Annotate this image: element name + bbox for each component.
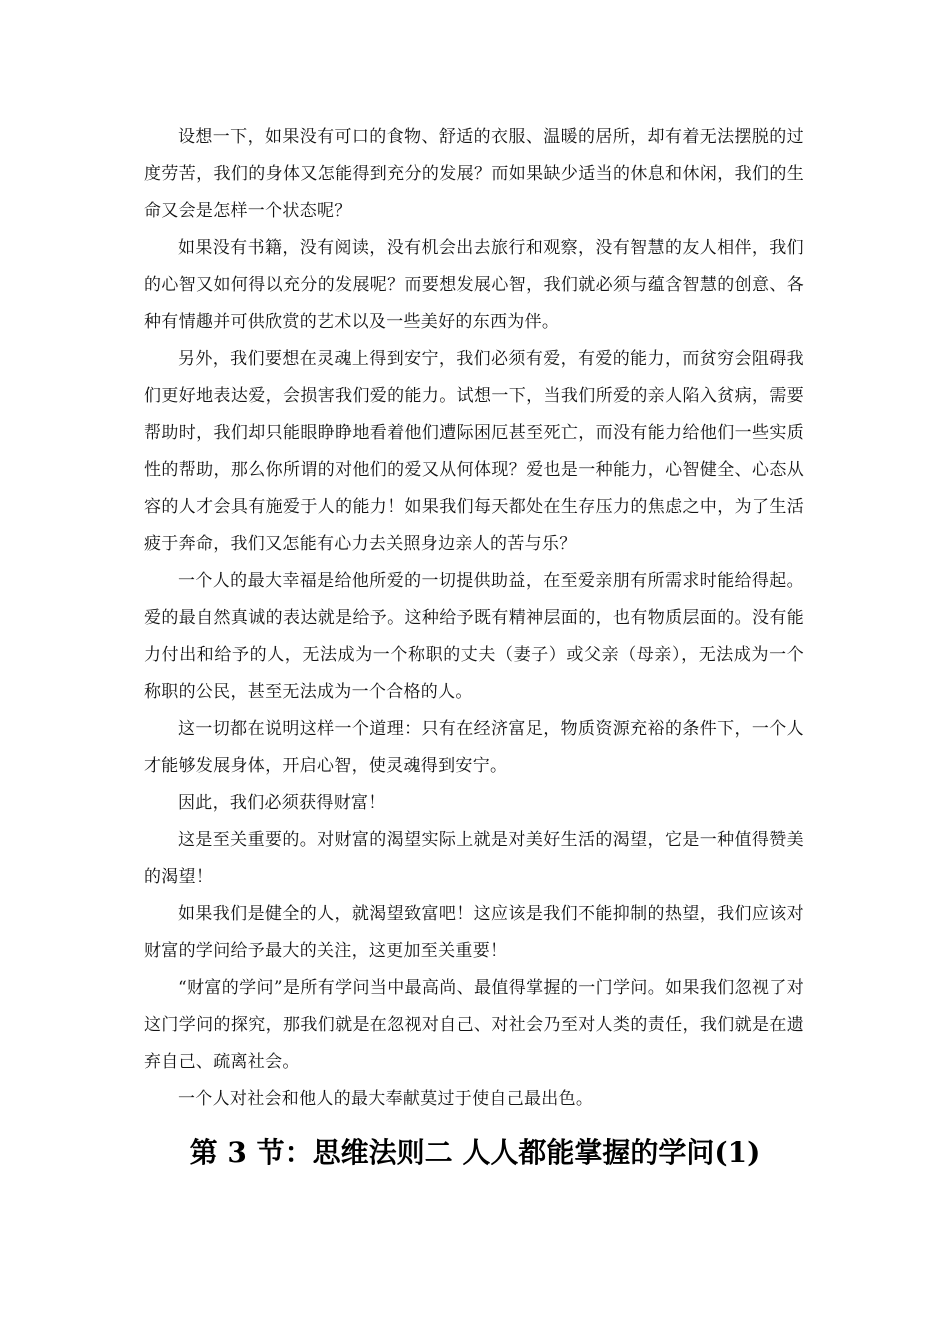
paragraph: 一个人的最大幸福是给他所爱的一切提供助益，在至爱亲朋有所需求时能给得起。爱的最自然真诚的表达就是给予。这种给予既有精神层面的，也有物质层面的。没有能力付出和给予的人，无法成为一个称职的丈夫（妻子）或父亲（母亲），无法成为一个称职的公民，甚至无法成为一个合格的人。 (144, 571, 804, 702)
paragraph: 如果没有书籍，没有阅读，没有机会出去旅行和观察，没有智慧的友人相伴，我们的心智又如何得以充分的发展呢？而要想发展心智，我们就必须与蕴含智慧的创意、各种有情趣并可供欣赏的艺术以及一些美好的东西为伴。 (144, 238, 804, 332)
paragraph: 这一切都在说明这样一个道理：只有在经济富足，物质资源充裕的条件下，一个人才能够发展身体，开启心智，使灵魂得到安宁。 (144, 719, 804, 776)
section-title: 第 3 节：思维法则二 人人都能掌握的学问(1) (189, 1136, 761, 1169)
body-text (144, 119, 804, 1118)
paragraph: 因此，我们必须获得财富！ (178, 793, 386, 813)
paragraph: 设想一下，如果没有可口的食物、舒适的衣服、温暖的居所，却有着无法摆脱的过度劳苦，我们的身体又怎能得到充分的发展？而如果缺少适当的休息和休闲，我们的生命又会是怎样一个状态呢？ (144, 127, 804, 221)
paragraph: 另外，我们要想在灵魂上得到安宁，我们必须有爱，有爱的能力，而贫穷会阻碍我们更好地表达爱，会损害我们爱的能力。试想一下，当我们所爱的亲人陷入贫病，需要帮助时，我们却只能眼睁睁地看着他们遭际困厄甚至死亡，而没有能力给他们一些实质性的帮助，那么你所谓的对他们的爱又从何体现？爱也是一种能力，心智健全、心态从容的人才会具有施爱于人的能力！如果我们每天都处在生存压力的焦虑之中，为了生活疲于奔命，我们又怎能有心力去关照身边亲人的苦与乐？ (144, 349, 804, 554)
paragraph: 如果我们是健全的人，就渴望致富吧！这应该是我们不能抑制的热望，我们应该对财富的学问给予最大的关注，这更加至关重要！ (144, 904, 804, 961)
paragraph: 一个人对社会和他人的最大奉献莫过于使自己最出色。 (178, 1089, 594, 1109)
paragraph: 这是至关重要的。对财富的渴望实际上就是对美好生活的渴望，它是一种值得赞美的渴望！ (144, 830, 804, 887)
paragraph: “财富的学问”是所有学问当中最高尚、最值得掌握的一门学问。如果我们忽视了对这门学问的探究，那我们就是在忽视对自己、对社会乃至对人类的责任，我们就是在遗弃自己、疏离社会。 (144, 978, 804, 1072)
